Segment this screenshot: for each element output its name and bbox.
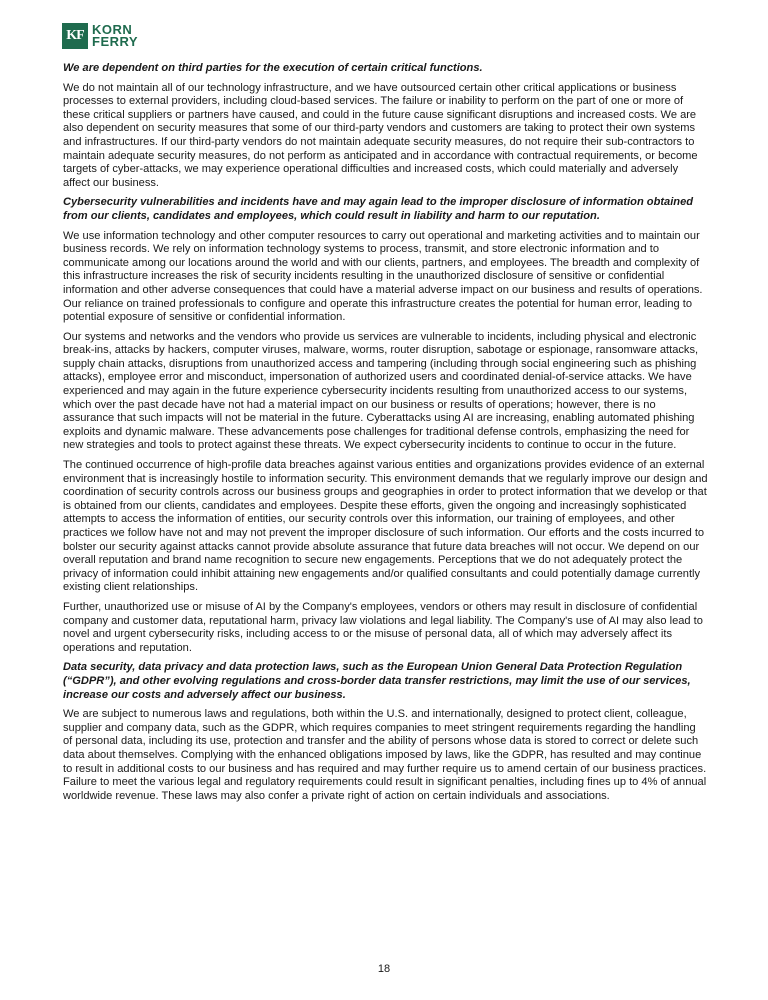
section-heading: We are dependent on third parties for the execution of certain critical functions. xyxy=(63,62,483,74)
page-number: 18 xyxy=(377,963,391,975)
company-logo xyxy=(62,22,138,50)
document-body xyxy=(63,62,708,809)
paragraph: Our systems and networks and the vendors who provide us services are vulnerable to incidents, including physical and electronic break-ins, attacks by hackers, computer viruses, malware, worms, router disruption, sabotage or espionage, ransomware attacks, supply chain attacks, disruptions from unauthorized access and tampering (including through social engineering such as phishing attacks), employee error and misconduct, impersonation of authorized users and coordinated denial-of-service attacks. We have experienced and may again in the future experience cybersecurity incidents resulting from unauthorized access to our systems, which over the past decade have not had a material impact on our business or results of operations; however, there is no assurance that such impacts will not be material in the future. Cyberattacks using AI are increasing, enabling automated phishing exploits and dynamic malware. These advancements pose challenges for traditional defense controls, emphasizing the need for new strategies and tools to protect against these threats. We expect cybersecurity incidents to continue to occur in the future. xyxy=(63,330,699,452)
section-heading: Data security, data privacy and data protection laws, such as the European Union General Data Protection Regulation (“GDPR”), and other evolving regulations and cross-border data transfer restrictions, may limit the use of our services, increase our costs and adversely affect our business. xyxy=(63,661,691,701)
logo-line-1: KORN xyxy=(92,22,133,37)
paragraph: The continued occurrence of high-profile data breaches against various entities and organizations provides evidence of an external environment that is increasingly hostile to information security. This environment demands that we regularly improve our design and coordination of security controls across our business groups and geographies in order to protect information that we develop or that is obtained from our clients, candidates and employees. Despite these efforts, given the ongoing and increasingly sophisticated attempts to access the information of entities, our security controls over this information, our training of employees, and other practices we follow have not and may not prevent the improper disclosure of such information. Our efforts and the costs incurred to bolster our security against attacks cannot provide absolute assurance that future data breaches will not occur. We depend on our overall reputation and brand name recognition to secure new engagements. Perceptions that we do not adequately protect the privacy of information could inhibit attaining new engagements and/or qualified consultants and could potentially damage currently existing client relationships. xyxy=(63,459,708,594)
logo-line-2: FERRY xyxy=(92,34,139,49)
logo-mark-icon: KF xyxy=(62,23,88,49)
section-heading: Cybersecurity vulnerabilities and incidents have and may again lead to the improper disclosure of information obtained from our clients, candidates and employees, which could result in liability and harm to our reputation. xyxy=(63,196,694,222)
logo-wordmark xyxy=(92,24,138,48)
paragraph: We are subject to numerous laws and regulations, both within the U.S. and internationally, designed to protect client, colleague, supplier and company data, such as the GDPR, which requires companies to meet stringent requirements regarding the handling of personal data, including its use, protection and transfer and the ability of persons whose data is stored to correct or delete such data about themselves. Complying with the enhanced obligations imposed by laws, like the GDPR, has resulted and may continue to result in additional costs to our business and has required and may further require us to amend certain of our business practices. Failure to meet the various legal and regulatory requirements could result in significant penalties, including fines up to 4% of annual worldwide revenue. These laws may also confer a private right of action on certain individuals and associations. xyxy=(63,708,707,802)
paragraph: We do not maintain all of our technology infrastructure, and we have outsourced certain other critical applications or business processes to external providers, including cloud-based services. The failure or inability to perform on the part of one or more of these critical suppliers or partners have caused, and could in the future cause significant disruptions and increased costs. We are also dependent on security measures that some of our third-party vendors and customers are taking to protect their own systems and infrastructures. If our third-party vendors do not maintain adequate security measures, do not require their sub-contractors to maintain adequate security measures, do not perform as anticipated and in accordance with contractual requirements, or become targets of cyber-attacks, we may experience operational difficulties and increased costs, which could materially and adversely affect our business. xyxy=(63,81,698,189)
paragraph: Further, unauthorized use or misuse of AI by the Company's employees, vendors or others may result in disclosure of confidential company and customer data, reputational harm, privacy law violations and legal liability. The Company's use of AI may also lead to novel and urgent cybersecurity risks, including access to or the misuse of personal data, all of which may adversely affect its operations and reputation. xyxy=(63,600,703,654)
paragraph: We use information technology and other computer resources to carry out operational and marketing activities and to maintain our business records. We rely on information technology systems to process, transmit, and store electronic information and to communicate among our locations around the world and with our clients, partners, and employees. The breadth and complexity of this infrastructure increases the risk of security incidents resulting in the unauthorized disclosure of sensitive or confidential information and other adverse consequences that could have a material adverse impact on our business and results of operations. Our reliance on trained professionals to configure and operate this infrastructure creates the potential for human error, leading to potential exposure of sensitive or confidential information. xyxy=(63,229,703,324)
